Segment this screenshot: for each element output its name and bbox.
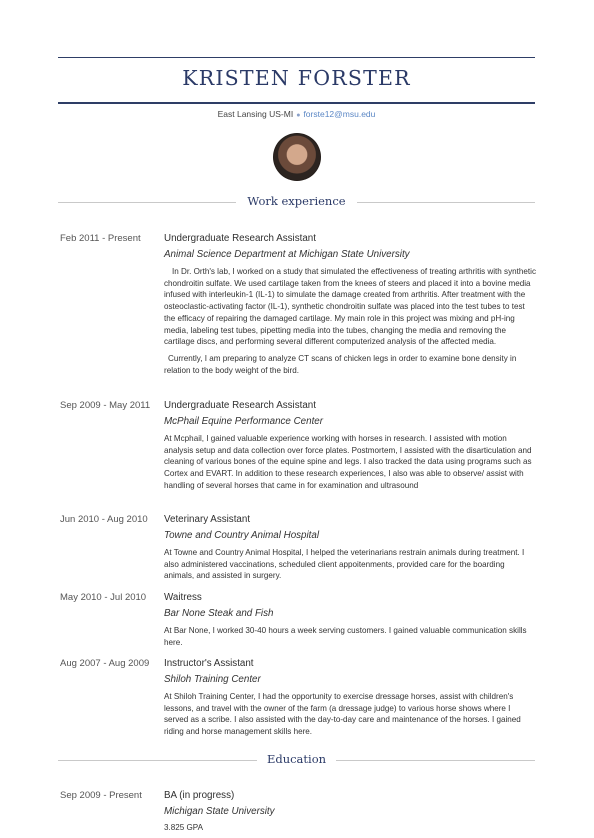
description-paragraph: At Towne and Country Animal Hospital, I helped the veterinarians restrain animals during treatment. I also administered vaccinations, scheduled client appoitenments, provided care for the boarding animals, and assisted in surgery.: [164, 548, 525, 581]
entry-date: May 2010 - Jul 2010: [60, 592, 147, 603]
entry-organization: Towne and Country Animal Hospital: [164, 530, 320, 541]
description-paragraph: At Shiloh Training Center, I had the opportunity to exercise dressage horses, assist with children's lessons, and travel with the owner of the farm (a dressage judge) to various horse shows where I served as a scribe. I also assisted with the day-to-day care and maintenance of the horses. I gained riding and horse management skills here.: [164, 692, 521, 737]
entry-organization: Animal Science Department at Michigan State University: [164, 249, 410, 260]
entry-description: [164, 691, 536, 738]
separator-dot-icon: ●: [296, 112, 301, 119]
description-paragraph: Currently, I am preparing to analyze CT scans of chicken legs in order to examine bone density in relation to the body weight of the bird.: [164, 353, 517, 375]
section-title: Work experience: [239, 194, 353, 208]
degree: BA (in progress): [164, 790, 235, 801]
description-paragraph: At Mcphail, I gained valuable experience working with horses in research. I assisted with motion analysis setup and data collection over force plates. Postmortem, I assisted with the disarticulation and cleaning of various bones of the equine spine and legs. I also tracked the data using programs such as Cortex and EVART. In addition to these research experiences, I also was able to observe/ assist with handling of several horses that came in for examination and ultrasound: [164, 434, 532, 490]
entry-date: Feb 2011 - Present: [60, 233, 141, 244]
gpa: 3.825 GPA: [164, 823, 203, 832]
entry-description: [164, 433, 536, 492]
entry-date: Aug 2007 - Aug 2009: [60, 658, 150, 669]
entry-organization: Bar None Steak and Fish: [164, 608, 274, 619]
description-paragraph: At Bar None, I worked 30-40 hours a week serving customers. I gained valuable communication skills here.: [164, 626, 527, 647]
entry-date: Jun 2010 - Aug 2010: [60, 514, 148, 525]
location: East Lansing US-MI: [217, 109, 294, 119]
work-experience-heading: [58, 195, 535, 209]
email-link[interactable]: forste12@msu.edu: [303, 109, 376, 119]
avatar: [273, 133, 321, 181]
entry-organization: Shiloh Training Center: [164, 674, 261, 685]
entry-organization: McPhail Equine Performance Center: [164, 416, 324, 427]
entry-role: Veterinary Assistant: [164, 514, 251, 525]
entry-role: Waitress: [164, 592, 202, 603]
entry-description: [164, 266, 536, 376]
entry-date: Sep 2009 - May 2011: [60, 400, 151, 411]
entry-description: [164, 625, 536, 648]
entry-role: Undergraduate Research Assistant: [164, 233, 316, 244]
name-underline: [58, 102, 535, 104]
entry-date: Sep 2009 - Present: [60, 790, 142, 801]
entry-role: Undergraduate Research Assistant: [164, 400, 316, 411]
top-rule: [58, 57, 535, 58]
candidate-name: KRISTEN FORSTER: [182, 66, 411, 90]
entry-description: [164, 547, 536, 582]
contact-line: [58, 109, 535, 119]
description-paragraph: In Dr. Orth's lab, I worked on a study that simulated the effectiveness of treating arthritis with synthetic chondroitin sulfate. We used cartilage taken from the knees of steers and placed it into a bovine media infused with interleukin-1 (IL-1) to simulate the damage created from arthritis. After treatment with the osteoclastic-activating factor (IL-1), synthetic chondroitin sulfate was placed into the test tubes to test the efficacy of repairing the damaged cartilage. My main role in this project was mixing and pH-ing media, labeling test tubes, pipetting media into the tubes, changing the media and removing the cartilage discs, and performing several different computerized analysis of the affected media.: [164, 267, 536, 347]
school: Michigan State University: [164, 806, 275, 817]
education-heading: [58, 753, 535, 767]
entry-role: Instructor's Assistant: [164, 658, 254, 669]
section-title: Education: [259, 752, 334, 766]
